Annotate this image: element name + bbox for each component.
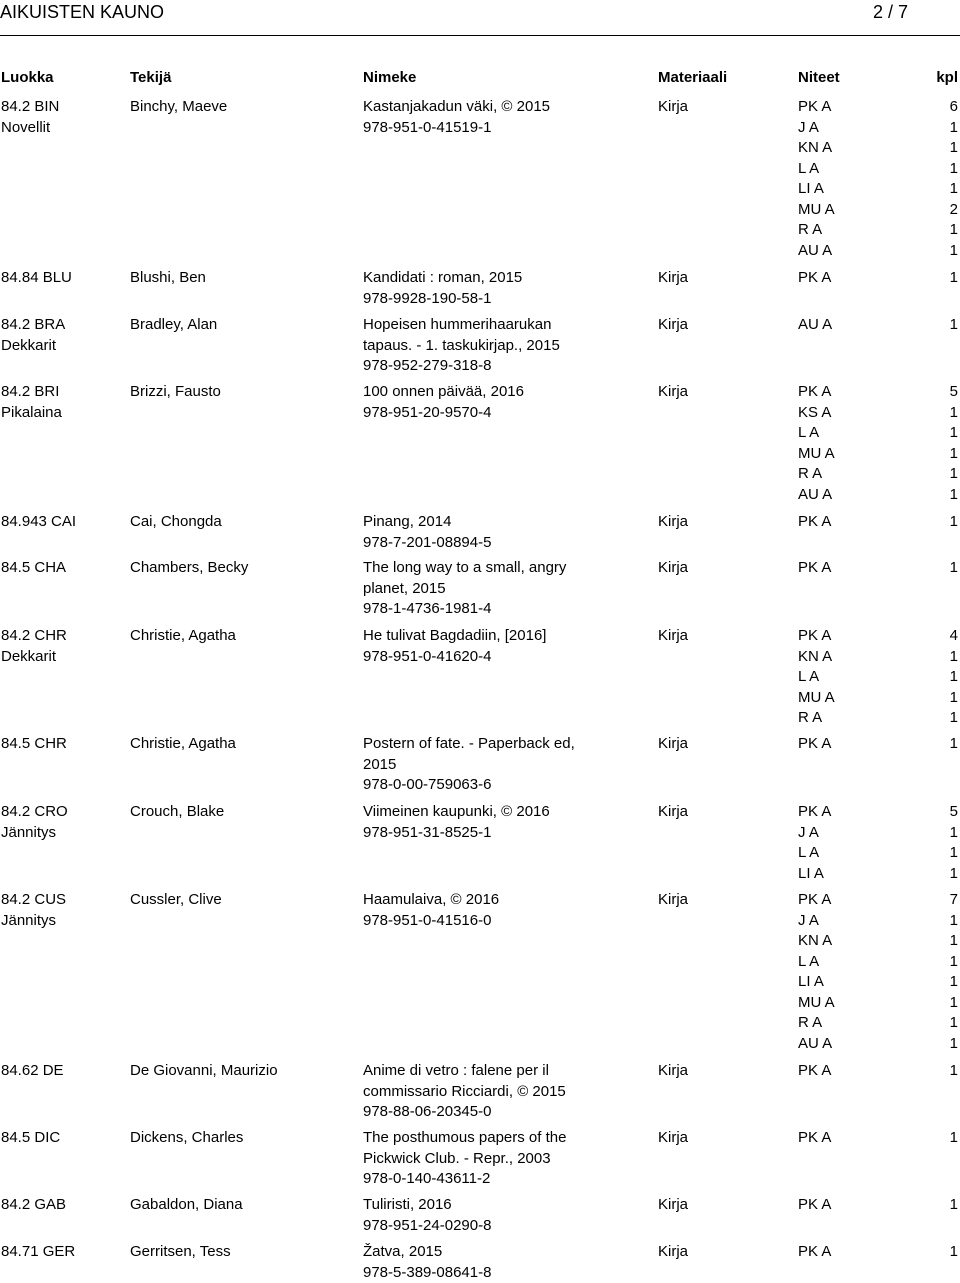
row-author-cell-line: Chambers, Becky <box>130 558 360 579</box>
row-class-cell-line: 84.5 DIC <box>1 1128 127 1149</box>
row-count-cell-line: 1 <box>898 1195 958 1216</box>
row-count-cell-line: 1 <box>898 179 958 200</box>
row-author-cell-line: Cai, Chongda <box>130 512 360 533</box>
row-class-cell-line: 84.2 CRO <box>1 802 127 823</box>
row-title-cell-line: 978-952-279-318-8 <box>363 356 658 377</box>
row-class-cell-line: 84.2 GAB <box>1 1195 127 1216</box>
row-count-cell-line: 1 <box>898 972 958 993</box>
row-locations-cell-line: PK A <box>798 1195 918 1216</box>
row-title-cell-line: The long way to a small, angry <box>363 558 658 579</box>
row-count-cell-line: 1 <box>898 558 958 579</box>
row-title-cell <box>363 1195 658 1236</box>
row-author-cell-line: Gabaldon, Diana <box>130 1195 360 1216</box>
row-class-cell <box>1 97 127 138</box>
row-count-cell-line: 1 <box>898 734 958 755</box>
row-class-cell <box>1 1195 127 1216</box>
row-title-cell <box>363 382 658 423</box>
row-author-cell-line: Crouch, Blake <box>130 802 360 823</box>
row-locations-cell-line: PK A <box>798 512 918 533</box>
row-author-cell-line: Christie, Agatha <box>130 626 360 647</box>
row-count-cell-line: 1 <box>898 993 958 1014</box>
row-class-cell <box>1 802 127 843</box>
row-material-cell-line: Kirja <box>658 1195 788 1216</box>
row-locations-cell-line: LI A <box>798 972 918 993</box>
row-title-cell-line: 100 onnen päivää, 2016 <box>363 382 658 403</box>
column-header-luokka: Luokka <box>1 69 127 87</box>
row-title-cell-line: Kastanjakadun väki, © 2015 <box>363 97 658 118</box>
row-count-cell <box>898 1195 958 1216</box>
row-title-cell <box>363 268 658 309</box>
row-count-cell-line: 1 <box>898 220 958 241</box>
row-author-cell-line: Dickens, Charles <box>130 1128 360 1149</box>
row-count-cell-line: 1 <box>898 268 958 289</box>
row-count-cell-line: 1 <box>898 823 958 844</box>
row-count-cell-line: 1 <box>898 241 958 262</box>
row-title-cell <box>363 97 658 138</box>
row-locations-cell-line: PK A <box>798 1242 918 1263</box>
column-header-tekija: Tekijä <box>130 69 360 87</box>
row-count-cell <box>898 1061 958 1082</box>
row-count-cell-line: 1 <box>898 708 958 729</box>
row-count-cell-line: 2 <box>898 200 958 221</box>
row-material-cell-line: Kirja <box>658 626 788 647</box>
row-locations-cell-line: J A <box>798 823 918 844</box>
row-title-cell-line: 978-951-20-9570-4 <box>363 403 658 424</box>
row-count-cell-line: 1 <box>898 512 958 533</box>
row-count-cell-line: 1 <box>898 1034 958 1055</box>
row-class-cell <box>1 1128 127 1149</box>
row-count-cell-line: 1 <box>898 647 958 668</box>
row-locations-cell-line: R A <box>798 708 918 729</box>
row-author-cell-line: De Giovanni, Maurizio <box>130 1061 360 1082</box>
row-material-cell-line: Kirja <box>658 558 788 579</box>
row-locations-cell-line: KN A <box>798 138 918 159</box>
row-count-cell <box>898 315 958 336</box>
row-author-cell <box>130 315 360 336</box>
row-author-cell <box>130 382 360 403</box>
row-author-cell-line: Gerritsen, Tess <box>130 1242 360 1263</box>
row-count-cell-line: 1 <box>898 864 958 885</box>
row-class-cell <box>1 558 127 579</box>
row-count-cell-line: 1 <box>898 403 958 424</box>
row-title-cell <box>363 315 658 377</box>
page-number: 2 / 7 <box>873 1 908 23</box>
row-author-cell <box>130 1061 360 1082</box>
row-title-cell <box>363 802 658 843</box>
row-title-cell-line: Anime di vetro : falene per il <box>363 1061 658 1082</box>
row-locations-cell-line: AU A <box>798 241 918 262</box>
row-class-cell <box>1 512 127 533</box>
row-title-cell-line: Kandidati : roman, 2015 <box>363 268 658 289</box>
row-count-cell-line: 5 <box>898 382 958 403</box>
row-locations-cell-line: MU A <box>798 200 918 221</box>
row-material-cell <box>658 512 788 533</box>
row-locations-cell-line: LI A <box>798 864 918 885</box>
row-material-cell <box>658 802 788 823</box>
row-locations-cell-line: KN A <box>798 647 918 668</box>
column-header-materiaali: Materiaali <box>658 69 788 87</box>
row-class-cell-line: 84.2 CUS <box>1 890 127 911</box>
row-locations-cell-line: AU A <box>798 485 918 506</box>
row-class-cell-line: 84.2 BIN <box>1 97 127 118</box>
row-count-cell-line: 1 <box>898 159 958 180</box>
row-material-cell-line: Kirja <box>658 734 788 755</box>
row-material-cell <box>658 890 788 911</box>
row-material-cell <box>658 1061 788 1082</box>
row-count-cell-line: 1 <box>898 138 958 159</box>
row-title-cell-line: 2015 <box>363 755 658 776</box>
row-locations-cell-line: MU A <box>798 993 918 1014</box>
row-title-cell-line: 978-0-140-43611-2 <box>363 1169 658 1190</box>
row-count-cell-line: 1 <box>898 688 958 709</box>
row-title-cell-line: 978-951-0-41519-1 <box>363 118 658 139</box>
row-title-cell-line: tapaus. - 1. taskukirjap., 2015 <box>363 336 658 357</box>
row-title-cell-line: Postern of fate. - Paperback ed, <box>363 734 658 755</box>
row-author-cell <box>130 268 360 289</box>
row-locations-cell-line: R A <box>798 220 918 241</box>
row-title-cell <box>363 558 658 620</box>
row-material-cell <box>658 1128 788 1149</box>
row-class-cell <box>1 382 127 423</box>
row-count-cell-line: 1 <box>898 667 958 688</box>
row-count-cell-line: 1 <box>898 423 958 444</box>
row-author-cell <box>130 734 360 755</box>
row-class-cell-line: 84.5 CHR <box>1 734 127 755</box>
row-locations-cell-line: MU A <box>798 444 918 465</box>
row-title-cell-line: 978-1-4736-1981-4 <box>363 599 658 620</box>
row-count-cell-line: 1 <box>898 843 958 864</box>
row-class-cell-line: 84.2 CHR <box>1 626 127 647</box>
row-locations-cell-line: MU A <box>798 688 918 709</box>
row-class-cell-line: 84.2 BRI <box>1 382 127 403</box>
row-title-cell-line: Tuliristi, 2016 <box>363 1195 658 1216</box>
row-count-cell-line: 1 <box>898 1013 958 1034</box>
row-count-cell-line: 7 <box>898 890 958 911</box>
row-material-cell-line: Kirja <box>658 268 788 289</box>
row-title-cell-line: 978-951-0-41516-0 <box>363 911 658 932</box>
row-class-cell <box>1 626 127 667</box>
row-locations-cell-line: L A <box>798 667 918 688</box>
row-author-cell <box>130 97 360 118</box>
row-locations-cell-line: L A <box>798 159 918 180</box>
row-count-cell <box>898 97 958 261</box>
row-locations-cell-line: PK A <box>798 382 918 403</box>
row-class-cell-line: 84.943 CAI <box>1 512 127 533</box>
row-count-cell-line: 1 <box>898 952 958 973</box>
row-class-cell-line: 84.2 BRA <box>1 315 127 336</box>
row-title-cell-line: The posthumous papers of the <box>363 1128 658 1149</box>
row-author-cell-line: Binchy, Maeve <box>130 97 360 118</box>
row-material-cell-line: Kirja <box>658 97 788 118</box>
row-count-cell-line: 1 <box>898 464 958 485</box>
row-count-cell-line: 1 <box>898 1128 958 1149</box>
row-class-cell <box>1 890 127 931</box>
row-count-cell-line: 1 <box>898 444 958 465</box>
row-count-cell-line: 1 <box>898 315 958 336</box>
row-material-cell <box>658 315 788 336</box>
row-count-cell-line: 1 <box>898 1061 958 1082</box>
row-class-cell <box>1 268 127 289</box>
row-author-cell <box>130 558 360 579</box>
row-locations-cell-line: PK A <box>798 97 918 118</box>
row-author-cell <box>130 1242 360 1263</box>
row-locations-cell-line: AU A <box>798 315 918 336</box>
row-author-cell <box>130 626 360 647</box>
row-locations-cell-line: PK A <box>798 734 918 755</box>
row-author-cell-line: Brizzi, Fausto <box>130 382 360 403</box>
row-locations-cell-line: AU A <box>798 1034 918 1055</box>
row-class-cell-line: 84.71 GER <box>1 1242 127 1263</box>
row-count-cell <box>898 382 958 505</box>
row-count-cell <box>898 802 958 884</box>
row-count-cell <box>898 268 958 289</box>
row-class-cell <box>1 1242 127 1263</box>
row-locations-cell-line: PK A <box>798 1061 918 1082</box>
row-author-cell <box>130 1128 360 1149</box>
row-count-cell-line: 4 <box>898 626 958 647</box>
row-count-cell-line: 1 <box>898 931 958 952</box>
row-title-cell-line: Pickwick Club. - Repr., 2003 <box>363 1149 658 1170</box>
row-locations-cell-line: L A <box>798 843 918 864</box>
row-material-cell-line: Kirja <box>658 1061 788 1082</box>
row-class-cell-line: Dekkarit <box>1 336 127 357</box>
row-count-cell <box>898 1128 958 1149</box>
row-locations-cell-line: L A <box>798 952 918 973</box>
row-title-cell-line: commissario Ricciardi, © 2015 <box>363 1082 658 1103</box>
row-author-cell <box>130 890 360 911</box>
row-count-cell <box>898 890 958 1054</box>
row-material-cell-line: Kirja <box>658 1242 788 1263</box>
row-title-cell <box>363 890 658 931</box>
row-material-cell-line: Kirja <box>658 382 788 403</box>
row-material-cell <box>658 558 788 579</box>
row-material-cell-line: Kirja <box>658 315 788 336</box>
row-author-cell-line: Bradley, Alan <box>130 315 360 336</box>
row-locations-cell-line: J A <box>798 118 918 139</box>
row-material-cell-line: Kirja <box>658 890 788 911</box>
row-count-cell <box>898 626 958 729</box>
row-class-cell-line: Jännitys <box>1 823 127 844</box>
row-title-cell-line: 978-0-00-759063-6 <box>363 775 658 796</box>
row-title-cell-line: 978-951-0-41620-4 <box>363 647 658 668</box>
row-class-cell-line: Dekkarit <box>1 647 127 668</box>
row-title-cell <box>363 734 658 796</box>
row-count-cell-line: 1 <box>898 485 958 506</box>
row-count-cell-line: 1 <box>898 118 958 139</box>
row-material-cell <box>658 97 788 118</box>
row-material-cell <box>658 734 788 755</box>
row-author-cell <box>130 512 360 533</box>
row-count-cell <box>898 512 958 533</box>
row-title-cell-line: He tulivat Bagdadiin, [2016] <box>363 626 658 647</box>
row-material-cell <box>658 626 788 647</box>
row-locations-cell-line: R A <box>798 1013 918 1034</box>
row-count-cell-line: 1 <box>898 911 958 932</box>
row-locations-cell-line: PK A <box>798 558 918 579</box>
row-locations-cell-line: PK A <box>798 802 918 823</box>
row-class-cell-line: 84.62 DE <box>1 1061 127 1082</box>
row-class-cell-line: Pikalaina <box>1 403 127 424</box>
row-class-cell-line: 84.5 CHA <box>1 558 127 579</box>
row-material-cell <box>658 1195 788 1216</box>
row-title-cell <box>363 626 658 667</box>
row-title-cell-line: Hopeisen hummerihaarukan <box>363 315 658 336</box>
row-locations-cell-line: KN A <box>798 931 918 952</box>
row-locations-cell-line: PK A <box>798 890 918 911</box>
row-author-cell-line: Cussler, Clive <box>130 890 360 911</box>
row-count-cell-line: 5 <box>898 802 958 823</box>
row-locations-cell-line: J A <box>798 911 918 932</box>
row-author-cell-line: Blushi, Ben <box>130 268 360 289</box>
row-title-cell <box>363 1128 658 1190</box>
row-title-cell-line: planet, 2015 <box>363 579 658 600</box>
row-count-cell <box>898 734 958 755</box>
row-title-cell <box>363 512 658 553</box>
row-title-cell-line: Pinang, 2014 <box>363 512 658 533</box>
row-locations-cell-line: L A <box>798 423 918 444</box>
row-material-cell <box>658 268 788 289</box>
row-title-cell-line: 978-9928-190-58-1 <box>363 289 658 310</box>
row-class-cell-line: Novellit <box>1 118 127 139</box>
row-class-cell-line: Jännitys <box>1 911 127 932</box>
row-count-cell-line: 6 <box>898 97 958 118</box>
row-author-cell <box>130 1195 360 1216</box>
row-count-cell-line: 1 <box>898 1242 958 1263</box>
row-title-cell <box>363 1061 658 1123</box>
row-author-cell <box>130 802 360 823</box>
page-title: AIKUISTEN KAUNO <box>0 1 164 23</box>
row-count-cell <box>898 558 958 579</box>
row-title-cell <box>363 1242 658 1283</box>
row-material-cell <box>658 382 788 403</box>
column-header-kpl: kpl <box>898 69 958 87</box>
row-material-cell <box>658 1242 788 1263</box>
row-title-cell-line: Žatva, 2015 <box>363 1242 658 1263</box>
row-author-cell-line: Christie, Agatha <box>130 734 360 755</box>
column-header-niteet: Niteet <box>798 69 918 87</box>
row-title-cell-line: Haamulaiva, © 2016 <box>363 890 658 911</box>
row-material-cell-line: Kirja <box>658 802 788 823</box>
row-title-cell-line: 978-88-06-20345-0 <box>363 1102 658 1123</box>
row-class-cell-line: 84.84 BLU <box>1 268 127 289</box>
row-class-cell <box>1 1061 127 1082</box>
row-title-cell-line: Viimeinen kaupunki, © 2016 <box>363 802 658 823</box>
row-locations-cell-line: KS A <box>798 403 918 424</box>
row-locations-cell-line: R A <box>798 464 918 485</box>
row-title-cell-line: 978-7-201-08894-5 <box>363 533 658 554</box>
row-class-cell <box>1 315 127 356</box>
row-locations-cell-line: PK A <box>798 1128 918 1149</box>
column-header-nimeke: Nimeke <box>363 69 658 87</box>
row-material-cell-line: Kirja <box>658 1128 788 1149</box>
row-count-cell <box>898 1242 958 1263</box>
row-material-cell-line: Kirja <box>658 512 788 533</box>
row-locations-cell-line: PK A <box>798 626 918 647</box>
row-locations-cell-line: PK A <box>798 268 918 289</box>
row-title-cell-line: 978-951-24-0290-8 <box>363 1216 658 1237</box>
row-class-cell <box>1 734 127 755</box>
row-title-cell-line: 978-951-31-8525-1 <box>363 823 658 844</box>
row-title-cell-line: 978-5-389-08641-8 <box>363 1263 658 1283</box>
row-locations-cell-line: LI A <box>798 179 918 200</box>
